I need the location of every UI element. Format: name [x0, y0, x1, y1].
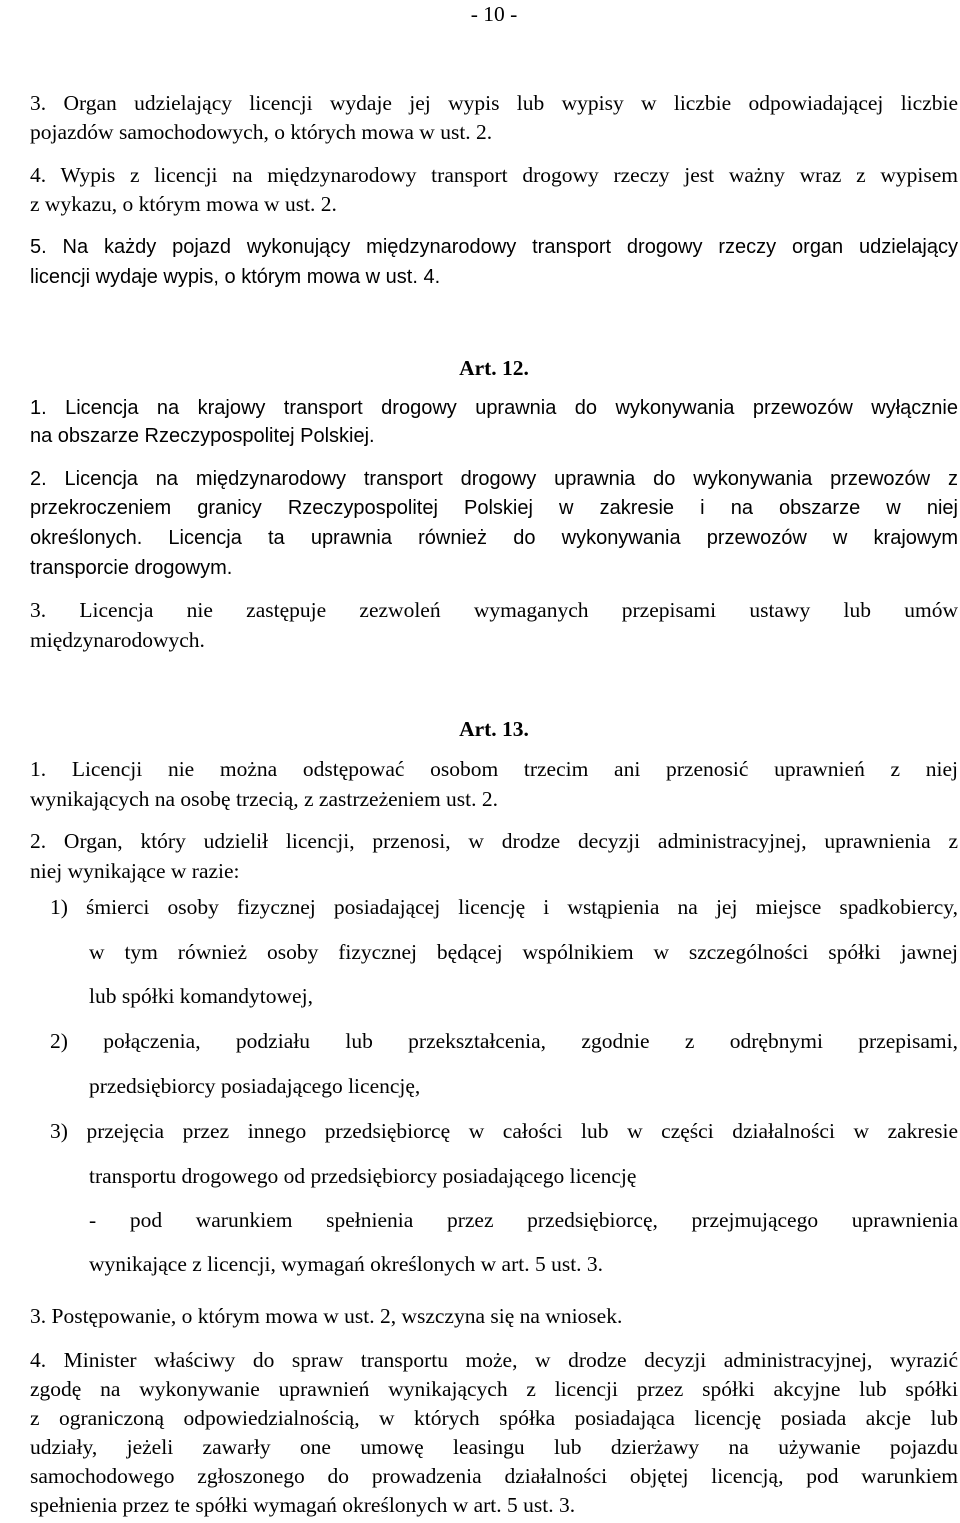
text-line: z wykazu, o którym mowa w ust. 2.	[30, 192, 337, 216]
text-line: transportu drogowego od przedsiębiorcy posiadającego licencję	[89, 1164, 637, 1188]
text-line: 3. Postępowanie, o którym mowa w ust. 2, wszczyna się na wniosek.	[30, 1304, 623, 1328]
text-line: w tym również osoby fizycznej będącej wspólnikiem w szczególności spółki jawnej	[89, 940, 958, 964]
text-line: 5. Na każdy pojazd wykonujący międzynarodowy transport drogowy rzeczy organ udzielający	[30, 236, 958, 258]
text-line: 4. Minister właściwy do spraw transportu może, w drodze decyzji administracyjnej, wyrazić	[30, 1348, 958, 1372]
text-line: samochodowego zgłoszonego do prowadzenia działalności objętej licencją, pod warunkiem	[30, 1464, 958, 1488]
page-number: - 10 -	[470, 2, 518, 26]
article-12-title: Art. 12.	[459, 356, 529, 380]
text-line: 4. Wypis z licencji na międzynarodowy transport drogowy rzeczy jest ważny wraz z wypisem	[30, 163, 958, 187]
text-line: transporcie drogowym.	[30, 557, 233, 579]
text-line: określonych. Licencja ta uprawnia również do wykonywania przewozów w krajowym	[30, 527, 958, 549]
text-line: 1) śmierci osoby fizycznej posiadającej licencję i wstąpienia na jej miejsce spadkobiercy,	[50, 895, 958, 919]
text-line: 3) przejęcia przez innego przedsiębiorcę w całości lub w części działalności w zakresie	[50, 1119, 958, 1143]
text-line: na obszarze Rzeczypospolitej Polskiej.	[30, 425, 375, 447]
text-line: przekroczeniem granicy Rzeczypospolitej Polskiej w zakresie i na obszarze w niej	[30, 497, 958, 519]
text-line: pojazdów samochodowych, o których mowa w ust. 2.	[30, 120, 493, 144]
text-line: 2. Licencja na międzynarodowy transport drogowy uprawnia do wykonywania przewozów z	[30, 468, 958, 490]
text-line: 1. Licencja na krajowy transport drogowy uprawnia do wykonywania przewozów wyłącznie	[30, 397, 958, 419]
text-line: 2) połączenia, podziału lub przekształcenia, zgodnie z odrębnymi przepisami,	[50, 1029, 958, 1053]
text-line: przedsiębiorcy posiadającego licencję,	[89, 1074, 421, 1098]
text-line: 1. Licencji nie można odstępować osobom trzecim ani przenosić uprawnień z niej	[30, 757, 958, 781]
text-line: 3. Organ udzielający licencji wydaje jej wypis lub wypisy w liczbie odpowiadającej liczbie	[30, 91, 958, 115]
text-line: zgodę na wykonywanie uprawnień wynikających z licencji przez spółki akcyjne lub spółki	[30, 1377, 958, 1401]
text-line: międzynarodowych.	[30, 628, 205, 652]
text-line: - pod warunkiem spełnienia przez przedsiębiorcę, przejmującego uprawnienia	[89, 1208, 958, 1232]
text-line: 2. Organ, który udzielił licencji, przenosi, w drodze decyzji administracyjnej, uprawnienia z	[30, 829, 958, 853]
text-line: wynikające z licencji, wymagań określonych w art. 5 ust. 3.	[89, 1252, 604, 1276]
text-line: udziały, jeżeli zawarły one umowę leasingu lub dzierżawy na używanie pojazdu	[30, 1435, 958, 1459]
text-line: z ograniczoną odpowiedzialnością, w których spółka posiadająca licencję posiada akcje lub	[30, 1406, 958, 1430]
text-line: 3. Licencja nie zastępuje zezwoleń wymaganych przepisami ustawy lub umów	[30, 598, 958, 622]
article-13-title: Art. 13.	[459, 717, 529, 741]
text-line: spełnienia przez te spółki wymagań określonych w art. 5 ust. 3.	[30, 1493, 576, 1517]
text-line: wynikających na osobę trzecią, z zastrzeżeniem ust. 2.	[30, 787, 499, 811]
text-line: niej wynikające w razie:	[30, 859, 240, 883]
text-line: lub spółki komandytowej,	[89, 984, 313, 1008]
text-line: licencji wydaje wypis, o którym mowa w ust. 4.	[30, 266, 441, 288]
